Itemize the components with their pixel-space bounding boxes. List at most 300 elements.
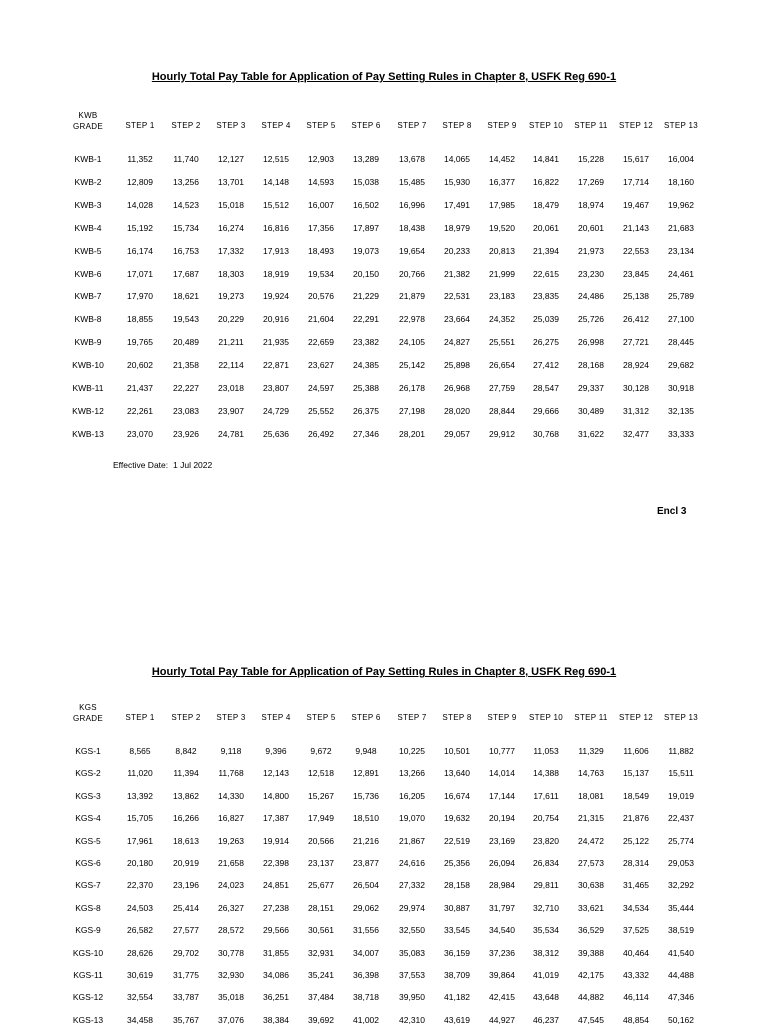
table-cell-value: 16,007: [308, 199, 334, 210]
table-cell-value: 22,291: [353, 314, 379, 325]
table-cell-value: 21,876: [623, 813, 649, 824]
table-cell-value: 25,552: [308, 405, 334, 416]
step-column-header: STEP 6: [351, 121, 381, 130]
table-cell-value: 14,388: [533, 768, 559, 779]
table-row-grade: KGS-10: [72, 947, 104, 958]
table-cell-value: 24,827: [444, 337, 470, 348]
table-cell-value: 11,020: [127, 768, 153, 779]
table-cell-value: 30,778: [218, 947, 244, 958]
table-row-grade: KWB-8: [74, 314, 102, 325]
table-cell-value: 20,916: [263, 314, 289, 325]
table-cell-value: 25,677: [308, 880, 334, 891]
table-cell-value: 46,237: [533, 1014, 559, 1025]
table-cell-value: 15,512: [263, 199, 289, 210]
table-cell-value: 19,914: [263, 835, 289, 846]
table-cell-value: 30,768: [533, 428, 559, 439]
table-cell-value: 18,974: [578, 199, 604, 210]
table-cell-value: 25,789: [668, 291, 694, 302]
table-cell-value: 31,622: [578, 428, 604, 439]
table-cell-value: 22,531: [444, 291, 470, 302]
table-cell-value: 10,501: [444, 746, 470, 756]
page1-title: Hourly Total Pay Table for Application of Pay Setting Rules in Chapter 8, USFK Reg 690-1: [151, 71, 617, 83]
table-row-grade: KWB-13: [72, 428, 104, 439]
step-column-header: STEP 1: [125, 121, 155, 130]
table-cell-value: 19,520: [489, 222, 515, 233]
table-cell-value: 25,388: [353, 383, 379, 393]
table-cell-value: 29,682: [668, 360, 694, 371]
table-cell-value: 17,611: [533, 790, 559, 801]
table-row-grade: KWB-4: [74, 222, 102, 233]
table-cell-value: 27,573: [578, 858, 604, 868]
table-cell-value: 31,312: [623, 405, 649, 416]
table-cell-value: 23,820: [533, 835, 559, 846]
table-cell-value: 32,710: [533, 902, 559, 913]
table-cell-value: 17,356: [308, 222, 334, 233]
table-cell-value: 27,759: [489, 383, 515, 393]
table-cell-value: 44,927: [489, 1014, 515, 1025]
table-cell-value: 24,503: [127, 902, 153, 913]
table-cell-value: 16,753: [173, 245, 199, 256]
table-cell-value: 31,556: [353, 925, 379, 936]
table-cell-value: 35,767: [173, 1014, 199, 1025]
table-cell-value: 15,736: [353, 790, 379, 801]
table-cell-value: 19,263: [218, 835, 244, 846]
table-row-grade: KGS-11: [73, 970, 103, 980]
table-cell-value: 24,616: [399, 858, 425, 868]
table-cell-value: 39,388: [578, 947, 604, 958]
table-cell-value: 22,261: [127, 405, 153, 416]
table-cell-value: 18,919: [263, 268, 289, 279]
table-cell-value: 13,289: [353, 154, 379, 164]
table-cell-value: 24,023: [218, 880, 244, 891]
table-cell-value: 20,180: [127, 858, 153, 868]
table-cell-value: 31,775: [173, 970, 199, 980]
table-cell-value: 23,835: [533, 291, 559, 302]
table-cell-value: 22,519: [444, 835, 470, 846]
step-column-header: STEP 2: [171, 121, 201, 130]
table-cell-value: 18,510: [353, 813, 379, 824]
step-column-header: STEP 12: [619, 713, 653, 722]
step-column-header: STEP 4: [261, 121, 291, 130]
table-cell-value: 28,572: [218, 925, 244, 936]
step-column-header: STEP 3: [216, 713, 246, 722]
table-cell-value: 13,862: [173, 790, 199, 801]
table-cell-value: 20,813: [489, 245, 515, 256]
table-cell-value: 22,978: [399, 314, 425, 325]
table-cell-value: 23,070: [127, 428, 153, 439]
table-cell-value: 26,094: [489, 858, 515, 868]
step-column-header: STEP 3: [216, 121, 246, 130]
table-cell-value: 25,636: [263, 428, 289, 439]
table-cell-value: 22,659: [308, 337, 334, 348]
table-cell-value: 32,550: [399, 925, 425, 936]
enclosure-label: Encl 3: [657, 506, 687, 517]
table-cell-value: 25,414: [173, 902, 199, 913]
table-cell-value: 10,225: [399, 746, 425, 756]
table-cell-value: 21,211: [218, 337, 244, 348]
table-cell-value: 24,781: [218, 428, 244, 439]
table-cell-value: 29,566: [263, 925, 289, 936]
grade-column-header: [73, 110, 103, 132]
table-cell-value: 20,919: [173, 858, 199, 868]
grade-header-line: GRADE: [73, 122, 103, 131]
table-cell-value: 12,903: [308, 154, 334, 164]
table-cell-value: 18,979: [444, 222, 470, 233]
table-cell-value: 34,007: [353, 947, 379, 958]
table-cell-value: 19,924: [263, 291, 289, 302]
step-column-header: STEP 12: [619, 121, 653, 130]
table-cell-value: 14,014: [489, 768, 515, 779]
grade-header-line: GRADE: [73, 714, 103, 723]
table-cell-value: 19,962: [668, 199, 694, 210]
table-cell-value: 16,004: [668, 154, 694, 164]
table-row-grade: KGS-9: [75, 925, 101, 936]
table-cell-value: 32,554: [127, 992, 153, 1003]
table-cell-value: 15,137: [623, 768, 649, 779]
table-cell-value: 22,227: [173, 383, 199, 393]
table-cell-value: 35,083: [399, 947, 425, 958]
table-cell-value: 22,398: [263, 858, 289, 868]
table-cell-value: 39,692: [308, 1014, 334, 1025]
grade-header-line: KGS: [79, 703, 97, 712]
table-cell-value: 35,018: [218, 992, 244, 1003]
table-cell-value: 14,593: [308, 176, 334, 187]
table-row-grade: KWB-5: [74, 245, 102, 256]
table-cell-value: 30,619: [127, 970, 153, 980]
step-column-header: STEP 11: [574, 713, 608, 722]
table-cell-value: 12,515: [263, 154, 289, 164]
table-cell-value: 35,241: [308, 970, 334, 980]
table-row-grade: KWB-11: [72, 383, 104, 393]
table-cell-value: 14,452: [489, 154, 515, 164]
table-cell-value: 34,540: [489, 925, 515, 936]
table-cell-value: 50,162: [668, 1014, 694, 1025]
step-column-header: STEP 8: [442, 121, 472, 130]
table-cell-value: 9,672: [310, 746, 332, 756]
table-cell-value: 22,114: [218, 360, 244, 371]
table-cell-value: 17,897: [353, 222, 379, 233]
table-cell-value: 23,018: [218, 383, 244, 393]
table-cell-value: 23,196: [173, 880, 199, 891]
table-row-grade: KGS-13: [72, 1014, 104, 1025]
table-cell-value: 16,996: [399, 199, 425, 210]
table-cell-value: 18,613: [173, 835, 199, 846]
table-cell-value: 25,356: [444, 858, 470, 868]
step-column-header: STEP 7: [397, 713, 427, 722]
table-cell-value: 42,175: [578, 970, 604, 980]
table-cell-value: 26,327: [218, 902, 244, 913]
table-cell-value: 18,855: [127, 314, 153, 325]
table-cell-value: 23,169: [489, 835, 515, 846]
step-column-header: STEP 5: [306, 121, 336, 130]
table-cell-value: 23,907: [218, 405, 244, 416]
table-cell-value: 17,491: [444, 199, 470, 210]
table-cell-value: 17,985: [489, 199, 515, 210]
table-cell-value: 26,834: [533, 858, 559, 868]
table-cell-value: 21,683: [668, 222, 694, 233]
table-cell-value: 20,489: [173, 337, 199, 348]
step-column-header: STEP 6: [351, 713, 381, 722]
table-cell-value: 41,540: [668, 947, 694, 958]
table-cell-value: 9,118: [220, 746, 242, 756]
table-cell-value: 27,412: [533, 360, 559, 371]
table-cell-value: 24,729: [263, 405, 289, 416]
table-cell-value: 33,621: [578, 902, 604, 913]
table-cell-value: 16,674: [444, 790, 470, 801]
table-cell-value: 24,597: [308, 383, 334, 393]
table-cell-value: 17,144: [489, 790, 515, 801]
table-cell-value: 23,230: [578, 268, 604, 279]
table-cell-value: 33,545: [444, 925, 470, 936]
table-cell-value: 29,702: [173, 947, 199, 958]
table-cell-value: 25,142: [399, 360, 425, 371]
table-cell-value: 21,935: [263, 337, 289, 348]
step-column-header: STEP 10: [529, 713, 563, 722]
table-cell-value: 41,002: [353, 1014, 379, 1025]
table-cell-value: 35,444: [668, 902, 694, 913]
step-column-header: STEP 9: [487, 121, 517, 130]
table-cell-value: 28,151: [308, 902, 334, 913]
table-cell-value: 35,534: [533, 925, 559, 936]
table-cell-value: 17,269: [578, 176, 604, 187]
table-cell-value: 28,844: [489, 405, 515, 416]
step-column-header: STEP 13: [664, 713, 698, 722]
table-cell-value: 33,333: [668, 428, 694, 439]
table-cell-value: 15,485: [399, 176, 425, 187]
table-cell-value: 47,346: [668, 992, 694, 1003]
table-cell-value: 17,332: [218, 245, 244, 256]
table-cell-value: 27,100: [668, 314, 694, 325]
table-cell-value: 14,523: [173, 199, 199, 210]
table-cell-value: 12,143: [263, 768, 289, 779]
table-cell-value: 15,267: [308, 790, 334, 801]
table-cell-value: 26,412: [623, 314, 649, 325]
table-cell-value: 47,545: [578, 1014, 604, 1025]
table-cell-value: 24,352: [489, 314, 515, 325]
table-cell-value: 17,913: [263, 245, 289, 256]
table-cell-value: 16,174: [127, 245, 153, 256]
table-cell-value: 17,687: [173, 268, 199, 279]
table-row-grade: KWB-2: [74, 176, 102, 187]
table-cell-value: 11,053: [533, 746, 559, 756]
table-cell-value: 34,086: [263, 970, 289, 980]
table-cell-value: 25,898: [444, 360, 470, 371]
table-row-grade: KGS-1: [75, 746, 101, 756]
table-cell-value: 18,438: [399, 222, 425, 233]
table-row-grade: KWB-6: [74, 268, 102, 279]
table-cell-value: 38,709: [444, 970, 470, 980]
table-cell-value: 27,198: [399, 405, 425, 416]
table-cell-value: 24,385: [353, 360, 379, 371]
table-cell-value: 25,774: [668, 835, 694, 846]
table-row-grade: KWB-12: [72, 405, 104, 416]
table-cell-value: 20,754: [533, 813, 559, 824]
table-cell-value: 26,998: [578, 337, 604, 348]
table-cell-value: 26,654: [489, 360, 515, 371]
table-cell-value: 16,266: [173, 813, 199, 824]
table-cell-value: 9,948: [355, 746, 377, 756]
table-cell-value: 24,851: [263, 880, 289, 891]
table-cell-value: 27,346: [353, 428, 379, 439]
table-cell-value: 28,314: [623, 858, 649, 868]
table-cell-value: 17,970: [127, 291, 153, 302]
table-cell-value: 23,627: [308, 360, 334, 371]
table-cell-value: 37,076: [218, 1014, 244, 1025]
table-cell-value: 21,216: [353, 835, 379, 846]
table-cell-value: 11,394: [173, 768, 199, 779]
table-cell-value: 15,192: [127, 222, 153, 233]
table-cell-value: 15,734: [173, 222, 199, 233]
table-cell-value: 23,083: [173, 405, 199, 416]
table-row-grade: KWB-10: [72, 360, 104, 371]
table-row-grade: KWB-9: [74, 337, 102, 348]
step-column-header: STEP 7: [397, 121, 427, 130]
table-cell-value: 21,394: [533, 245, 559, 256]
table-cell-value: 29,057: [444, 428, 470, 439]
table-cell-value: 12,891: [353, 768, 379, 779]
table-cell-value: 22,370: [127, 880, 153, 891]
grade-header-line: KWB: [78, 111, 98, 120]
table-cell-value: 27,721: [623, 337, 649, 348]
table-cell-value: 13,701: [218, 176, 244, 187]
table-cell-value: 19,765: [127, 337, 153, 348]
table-cell-value: 31,855: [263, 947, 289, 958]
step-column-header: STEP 4: [261, 713, 291, 722]
table-cell-value: 19,543: [173, 314, 199, 325]
table-cell-value: 38,312: [533, 947, 559, 958]
table-cell-value: 17,071: [127, 268, 153, 279]
table-cell-value: 21,229: [353, 291, 379, 302]
table-cell-value: 17,949: [308, 813, 334, 824]
table-cell-value: 36,251: [263, 992, 289, 1003]
table-cell-value: 16,205: [399, 790, 425, 801]
table-cell-value: 29,811: [533, 880, 559, 891]
table-cell-value: 21,315: [578, 813, 604, 824]
table-cell-value: 21,143: [623, 222, 649, 233]
table-cell-value: 34,534: [623, 902, 649, 913]
page2-title: Hourly Total Pay Table for Application of Pay Setting Rules in Chapter 8, USFK Reg 690-1: [151, 666, 617, 678]
table-cell-value: 36,398: [353, 970, 379, 980]
table-cell-value: 38,718: [353, 992, 379, 1003]
table-cell-value: 15,705: [127, 813, 153, 824]
table-cell-value: 17,714: [623, 176, 649, 187]
table-cell-value: 21,973: [578, 245, 604, 256]
table-row-grade: KWB-3: [74, 199, 102, 210]
table-cell-value: 41,019: [533, 970, 559, 980]
table-cell-value: 29,053: [668, 858, 694, 868]
table-cell-value: 11,882: [668, 746, 694, 756]
table-cell-value: 19,273: [218, 291, 244, 302]
table-cell-value: 32,292: [668, 880, 694, 891]
table-cell-value: 14,841: [533, 154, 559, 164]
table-cell-value: 14,148: [263, 176, 289, 187]
table-cell-value: 31,797: [489, 902, 515, 913]
table-cell-value: 16,816: [263, 222, 289, 233]
table-cell-value: 14,065: [444, 154, 470, 164]
table-cell-value: 25,039: [533, 314, 559, 325]
table-cell-value: 32,931: [308, 947, 334, 958]
table-row-grade: KGS-4: [75, 813, 101, 824]
table-cell-value: 28,168: [578, 360, 604, 371]
table-cell-value: 21,437: [127, 383, 153, 393]
table-cell-value: 18,303: [218, 268, 244, 279]
table-cell-value: 25,551: [489, 337, 515, 348]
table-cell-value: 19,534: [308, 268, 334, 279]
table-cell-value: 32,135: [668, 405, 694, 416]
table-cell-value: 10,777: [489, 746, 515, 756]
table-cell-value: 26,582: [127, 925, 153, 936]
table-cell-value: 15,228: [578, 154, 604, 164]
table-cell-value: 20,602: [127, 360, 153, 371]
table-cell-value: 29,337: [578, 383, 604, 393]
table-cell-value: 23,664: [444, 314, 470, 325]
table-cell-value: 16,827: [218, 813, 244, 824]
table-cell-value: 24,472: [578, 835, 604, 846]
table-cell-value: 16,274: [218, 222, 244, 233]
table-cell-value: 15,930: [444, 176, 470, 187]
table-cell-value: 21,879: [399, 291, 425, 302]
step-column-header: STEP 2: [171, 713, 201, 722]
table-cell-value: 28,201: [399, 428, 425, 439]
table-cell-value: 37,484: [308, 992, 334, 1003]
table-cell-value: 29,062: [353, 902, 379, 913]
table-cell-value: 18,621: [173, 291, 199, 302]
table-cell-value: 34,458: [127, 1014, 153, 1025]
table-cell-value: 29,912: [489, 428, 515, 439]
step-column-header: STEP 9: [487, 713, 517, 722]
table-cell-value: 44,488: [668, 970, 694, 980]
table-cell-value: 39,950: [399, 992, 425, 1003]
table-row-grade: KGS-7: [75, 880, 101, 891]
table-cell-value: 15,511: [668, 768, 694, 779]
table-cell-value: 30,887: [444, 902, 470, 913]
table-cell-value: 21,867: [399, 835, 425, 846]
table-cell-value: 29,666: [533, 405, 559, 416]
table-cell-value: 38,519: [668, 925, 694, 936]
table-cell-value: 29,974: [399, 902, 425, 913]
table-row-grade: KGS-3: [75, 790, 101, 801]
table-cell-value: 20,229: [218, 314, 244, 325]
table-cell-value: 28,626: [127, 947, 153, 958]
table-cell-value: 13,266: [399, 768, 425, 779]
table-cell-value: 9,396: [265, 746, 287, 756]
table-cell-value: 23,137: [308, 858, 334, 868]
table-cell-value: 21,358: [173, 360, 199, 371]
step-column-header: STEP 5: [306, 713, 336, 722]
table-cell-value: 25,726: [578, 314, 604, 325]
table-cell-value: 20,766: [399, 268, 425, 279]
grade-column-header: [73, 702, 103, 724]
table-cell-value: 36,159: [444, 947, 470, 958]
table-cell-value: 15,617: [623, 154, 649, 164]
step-column-header: STEP 10: [529, 121, 563, 130]
table-cell-value: 18,160: [668, 176, 694, 187]
table-cell-value: 11,329: [578, 746, 604, 756]
table-cell-value: 43,648: [533, 992, 559, 1003]
table-cell-value: 40,464: [623, 947, 649, 958]
table-cell-value: 26,275: [533, 337, 559, 348]
table-cell-value: 19,467: [623, 199, 649, 210]
table-cell-value: 18,081: [578, 790, 604, 801]
table-cell-value: 20,233: [444, 245, 470, 256]
table-cell-value: 21,604: [308, 314, 334, 325]
table-cell-value: 37,236: [489, 947, 515, 958]
table-cell-value: 30,489: [578, 405, 604, 416]
table-row-grade: KWB-7: [74, 291, 102, 302]
table-cell-value: 16,377: [489, 176, 515, 187]
table-cell-value: 20,194: [489, 813, 515, 824]
table-cell-value: 19,654: [399, 245, 425, 256]
